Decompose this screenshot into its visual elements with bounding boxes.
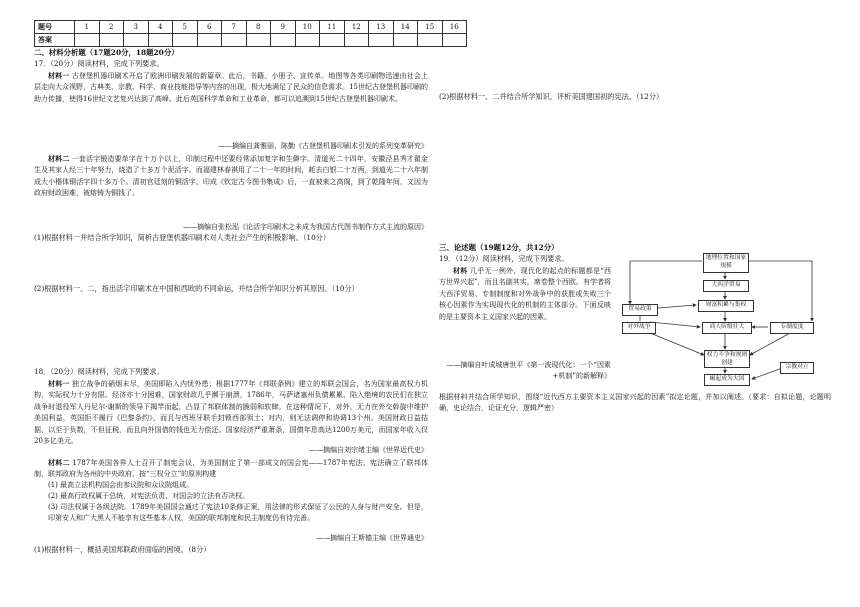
diagram-node-merchant-class: 商人阶级壮大 — [702, 322, 752, 334]
q18-m1-source: ——摘编自刘宗绪主编《世界近代史》 — [309, 446, 428, 454]
answer-cell[interactable] — [418, 34, 443, 47]
table-cell-number: 10 — [295, 21, 320, 34]
q17-material-1 — [34, 70, 428, 105]
q17-material-2 — [34, 153, 428, 200]
q19-m-label: 材料 — [453, 266, 468, 275]
q17-m2-label: 材料二 — [48, 154, 70, 163]
q17-m1-text: 古登堡机器印刷术开启了欧洲印刷发展的新篇章。此后，书籍、小册子、宣传单、地图等各类印刷物迅速由社会上层走向大众视野，古典类、宗教、科学、商业技能指导等内容的出现，极大地满足了民众的信息需求。15世纪古登堡机器印刷的助力传播，使得16世纪文艺复兴达到了高峰。此后英国科学革命和工业革命，都可以追溯到15世纪古登堡机器印刷术。 — [34, 72, 428, 103]
q17-requirement-2: (2)根据材料一、二，指出活字印刷术在中国和西欧的不同命运，并结合所学知识分析其原因。（10分） — [34, 284, 359, 293]
table-cell-number: 12 — [344, 21, 369, 34]
diagram-node-trade-policy: 贸易政策 — [622, 304, 658, 316]
q18-requirement-1: (1)根据材料一，概括美国邦联政府面临的困境。（8分） — [34, 545, 211, 554]
section-2-title: 二、材料分析题（17题20分，18题20分） — [34, 48, 179, 57]
q18-material-2 — [34, 457, 428, 481]
table-cell-number: 1 — [75, 21, 100, 34]
answer-table-number-row — [35, 21, 467, 34]
answer-cell[interactable] — [442, 34, 467, 47]
table-cell-number: 2 — [99, 21, 124, 34]
q19-m-text: 几乎无一例外，现代化的起点的标题都是“西方世界兴起”，而且名副其实，席卷整个西欧。有学者将大西洋贸易、专制制度和对外战争中的获胜或失败三个核心因素作为实现现代化的机制的主体部分。下面反映的是主要资本主义国家兴起的因素。 — [439, 267, 612, 321]
answer-cell[interactable] — [124, 34, 149, 47]
answer-cell[interactable] — [246, 34, 271, 47]
q18-item-3: (3) 司法权属于各级法院。1789年美国国会通过了宪法10条修正案，用法律的形式保证了公民的人身与财产安全。但是，印第安人和广大黑人不能享有这些基本人权，美国的联邦制度和民主制度仍有待完善。 — [48, 503, 428, 523]
q18-material-1 — [34, 378, 428, 447]
diagram-node-power-struggle: 权力斗争和规则创建 — [704, 350, 750, 368]
q18-m2-source: ——摘编自王斯德主编《世界通史》 — [316, 534, 428, 542]
table-cell-number: 9 — [271, 21, 296, 34]
answer-cell[interactable] — [344, 34, 369, 47]
table-cell-number: 11 — [320, 21, 345, 34]
answer-cell[interactable] — [320, 34, 345, 47]
q18-heading: 18．（20分）阅读材料，完成下列要求。 — [34, 367, 164, 376]
q17-heading: 17．（20分）阅读材料，完成下列要求。 — [34, 59, 164, 68]
diagram-node-foreign-war: 对外战争 — [622, 322, 656, 334]
q19-heading: 19．（12分）阅读材料，完成下列要求。 — [439, 254, 569, 263]
answer-cell[interactable] — [173, 34, 198, 47]
table-cell-number: 7 — [222, 21, 247, 34]
table-head-number: 题号 — [35, 21, 75, 34]
q18-m2-text: 1787年美国各界人士召开了制宪会议，为美国制定了第一部成文的国会宪——1787年宪法。宪法确立了联邦体制，联邦政府为各州的中央政府，按“三权分立”的原则构建 — [34, 459, 428, 479]
answer-cell[interactable] — [369, 34, 394, 47]
answer-cell[interactable] — [99, 34, 124, 47]
answer-table-answer-row — [35, 34, 467, 47]
table-cell-number: 14 — [393, 21, 418, 34]
diagram-node-autocracy: 专制度度 — [770, 322, 814, 334]
table-head-answer: 答案 — [35, 34, 75, 47]
answer-cell[interactable] — [271, 34, 296, 47]
diagram-node-wealth: 财富积累与集权 — [698, 300, 754, 312]
section-3-title: 三、论述题（19题12分，共12分） — [439, 243, 559, 252]
answer-cell[interactable] — [148, 34, 173, 47]
q19-requirement: 根据材料并结合所学知识，围绕“近代西方主要资本主义国家兴起的因素”拟定论题，并加以阐述。（要求：自拟论题，论题明确，史论结合，论证充分，逻辑严密） — [439, 393, 831, 413]
factors-diagram — [620, 253, 822, 393]
answer-cell[interactable] — [75, 34, 100, 47]
table-cell-number: 6 — [197, 21, 222, 34]
answer-cell[interactable] — [197, 34, 222, 47]
q18-requirement-2: (2)根据材料一、二并结合所学知识，评析美国建国初的宪法。（12分） — [439, 92, 664, 101]
answer-cell[interactable] — [222, 34, 247, 47]
table-cell-number: 13 — [369, 21, 394, 34]
q18-m1-text: 独立战争的硝烟未尽，美国即陷入内忧外患；根据1777年《邦联条例》建立的邦联会国会，名为国家最高权力机构，实际权力十分有限。经济亦十分困难，国家财政几乎濒于崩溃，1786年，马萨诸塞州负债累累、陷入绝境的农民们在独立战争时退役军人丹尼尔·谢斯的领导下揭竿而起，凸显了邦联体制的脆弱和软肆。在这种情况下，对外，无力在外交斡旋中维护美国利益，英国拒不履行《巴黎条约》，而且与西班牙联手封锁西部领土；对内，则无法调停和协调13个州。美国财政日益拮据，以至于负数，不但征税，而且向外国借的钱也无力偿还。国家经济严重萧条，国债年息高达1200万美元，而国家年收入仅20多亿美元。 — [34, 380, 428, 446]
table-cell-number: 5 — [173, 21, 198, 34]
diagram-node-atlantic-trade: 大西洋贸易 — [703, 280, 749, 292]
q19-material — [439, 265, 611, 323]
answer-cell[interactable] — [295, 34, 320, 47]
table-cell-number: 16 — [442, 21, 467, 34]
diagram-node-religion: 宗教对立 — [780, 362, 814, 374]
q18-item-1: (1) 最高立法机构国会由参议院和众议院组成。 — [48, 481, 194, 489]
q19-source: ——摘编自叶成城唐世平《第一波现代化：一个“因素+机制”的新解释》 — [446, 361, 611, 381]
q18-m2-label: 材料二 — [48, 458, 70, 467]
q18-item-2: (2) 最高行政权属于总统，对宪法负责，对国会的立法有否决权。 — [48, 492, 250, 500]
answer-cell[interactable] — [393, 34, 418, 47]
table-cell-number: 15 — [418, 21, 443, 34]
table-cell-number: 3 — [124, 21, 149, 34]
table-cell-number: 4 — [148, 21, 173, 34]
q17-m2-text: 一套活字锻造要单字在十万个以上，印制过程中还要经常添加复字和生僻字。清道光二十四年，安徽泾县秀才翟金生及其家人经三十年努力，烧造了十多万个泥活字。而福建林春祺用了二十一年的时间，耗去白银二十万两，到道光二十六年制成大小楷体铜活字四十多万个。清初官廷刻的铜活字，印成《钦定古今图书集成》后，一直被束之高阁，到了乾隆年间，又因为政府财政困难，被熔铸为铜钱了。 — [34, 155, 428, 198]
answer-table — [34, 20, 467, 47]
diagram-node-great-power: 崛起成为大国 — [704, 374, 750, 386]
q17-m1-source: ——摘编自龚雅丽、陈勤《古登堡机器印刷术引发的系列变革研究》 — [218, 142, 428, 150]
q17-m1-label: 材料一 — [48, 71, 70, 80]
q18-m1-label: 材料一 — [48, 379, 70, 388]
table-cell-number: 8 — [246, 21, 271, 34]
q17-m2-source: ——摘编自张松泓《论活字印刷术之未成为我国古代图书制作方式主流的原因》 — [183, 223, 428, 231]
diagram-node-geography: 地理位置和国家规模 — [703, 253, 749, 273]
q17-requirement-1: (1)根据材料一并结合所学知识，简析古登堡机器印刷术对人类社会产生的积极影响。（10分） — [34, 233, 331, 242]
